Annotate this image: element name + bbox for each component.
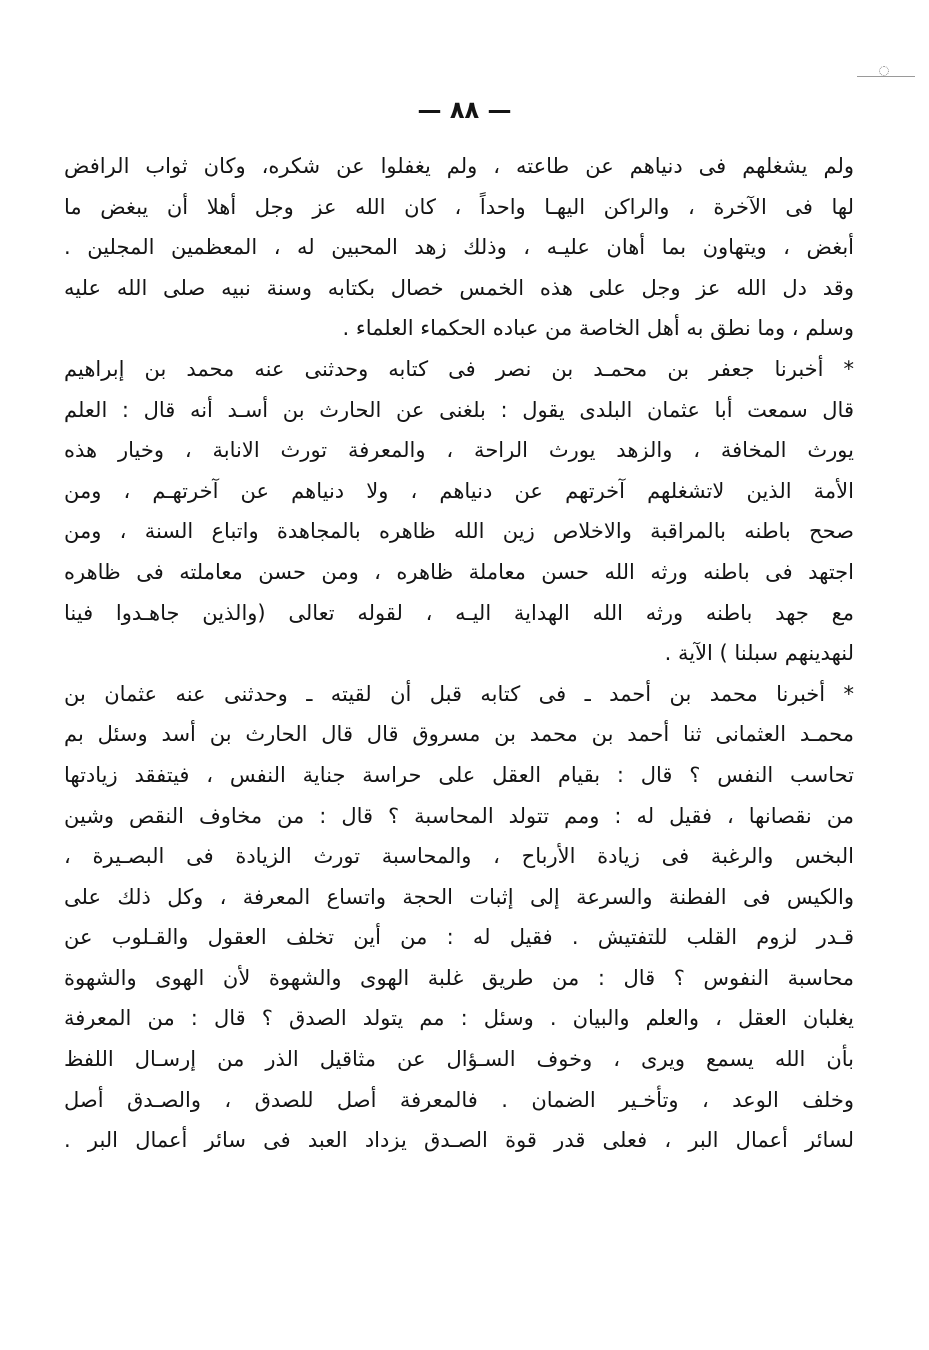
- text-line: بأن الله يسمع ويرى ، وخوف السـؤال عن مثاقيل الذر من إرسـال اللفظ: [64, 1047, 854, 1072]
- text-line: محاسبة النفوس ؟ قال : من طريق غلبة الهوى والشهوة لأن الهوى والشهوة: [64, 965, 854, 990]
- text-line: محمـد العثمانى ثنا أحمد بن محمد بن مسروق قال قال الحارث بن أسد وسئل بم: [64, 722, 854, 747]
- text-line: مع جهد باطنه ورثه الله الهداية اليـه ، لقوله تعالى (والذين جاهـدوا فينا: [64, 600, 854, 625]
- text-line: يورث المخافة ، والزهد يورث الراحة ، والمعرفة تورث الانابة ، وخيار هذه: [64, 438, 854, 463]
- text-line: لنهدينهم سبلنا ) الآية .: [664, 641, 854, 666]
- text-line: وسلم ، وما نطق به أهل الخاصة من عباده الحكماء العلماء .: [342, 316, 854, 341]
- text-line: ولم يشغلهم فى دنياهم عن طاعته ، ولم يغفلوا عن شكره، وكان ثواب الرافض: [64, 154, 854, 178]
- text-line: أبغض ، ويتهاون بما أهان عليـه ، وذلك زهد المحبين له ، المعظمين المجلين .: [64, 235, 854, 260]
- text-line: * أخبرنا جعفر بن محمـد بن نصر فى كتابه وحدثنى عنه محمد بن إبراهيم: [64, 356, 854, 381]
- body-text: [64, 146, 854, 1161]
- page-number: — ٨٨ —: [417, 96, 512, 124]
- text-line: صحح باطنه بالمراقبة والاخلاص زين الله ظاهره بالمجاهدة واتباع السنة ، ومن: [64, 519, 854, 544]
- text-line: تحاسب النفس ؟ قال : بقيام العقل على حراسة جناية النفس ، فيتفقد زيادتها: [64, 762, 854, 787]
- scan-corner-mark: [857, 62, 915, 77]
- text-line: لها فى الآخرة ، والراكن اليهـا واحداً ، كان الله عز وجل أهلا أن يبغض ما: [64, 194, 854, 219]
- text-line: قـدر لزوم القلب للتفتيش . فقيل له : من أين تخلف العقول والقـلوب عن: [64, 925, 854, 950]
- text-line: وقد دل الله عز وجل على هذه الخمس خصال بكتابه وسنة نبيه صلى الله عليه: [64, 275, 854, 300]
- text-line: اجتهد فى باطنه ورثه الله حسن معاملة ظاهره ، ومن حسن معاملته فى ظاهره: [64, 559, 854, 584]
- text-line: والكيس فى الفطنة والسرعة إلى إثبات الحجة واتساع المعرفة ، وكل ذلك على: [64, 884, 854, 909]
- text-line: يغلبان العقل ، والعلم والبيان . وسئل : مم يتولد الصدق ؟ قال : من المعرفة: [64, 1006, 854, 1031]
- text-line: قال سمعت أبا عثمان البلدى يقول : بلغنى عن الحارث بن أسـد أنه قال : العلم: [64, 397, 854, 422]
- text-line: لسائر أعمال البر ، فعلى قدر قوة الصـدق يزداد العبد فى سائر أعمال البر .: [64, 1128, 854, 1153]
- text-line: من نقصانها ، فقيل له : ومم تتولد المحاسبة ؟ قال : من مخاوف النقص وشين: [64, 803, 854, 828]
- text-line: البخس والرغبة فى زيادة الأرباح ، والمحاسبة تورث الزيادة فى البصـيرة ،: [64, 844, 854, 869]
- text-line: الأمة الذين لاتشغلهم آخرتهم عن دنياهم ، ولا دنياهم عن آخرتهـم ، ومن: [64, 478, 854, 503]
- text-line: وخلف الوعد ، وتأخـير الضمان . فالمعرفة أصل للصدق ، والصـدق أصل: [64, 1087, 854, 1112]
- text-line: * أخبرنا محمد بن أحمد ـ فى كتابه قبل أن لقيته ـ وحدثنى عنه عثمان بن: [64, 681, 854, 706]
